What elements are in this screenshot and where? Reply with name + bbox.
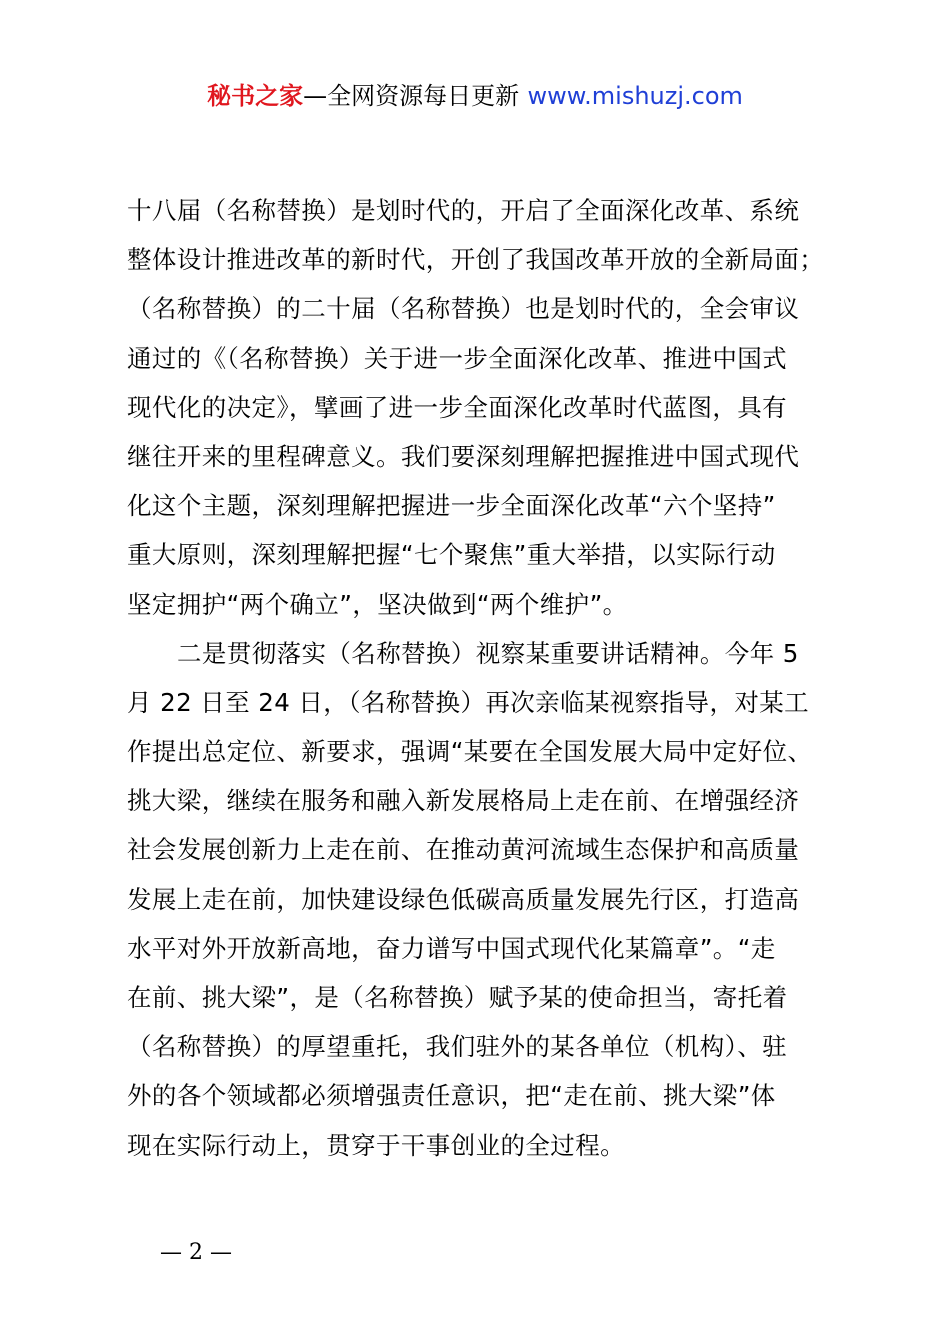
text-line: 十八届（名称替换）是划时代的，开启了全面深化改革、系统	[127, 196, 800, 225]
text-line: 挑大梁，继续在服务和融入新发展格局上走在前、在增强经济	[127, 786, 800, 816]
text-line: 通过的《（名称替换）关于进一步全面深化改革、推进中国式	[127, 343, 788, 373]
text-line: 二是贯彻落实（名称替换）视察某重要讲话精神。今年 5	[177, 638, 799, 668]
site-link[interactable]: www.mishuzj.com	[527, 82, 743, 110]
paragraph-2	[127, 629, 837, 1170]
brand-name: 秘书之家	[207, 82, 304, 110]
text-line: 水平对外开放新高地，奋力谱写中国式现代化某篇章”。“走	[127, 933, 776, 963]
document-body	[127, 186, 837, 1170]
text-line: 在前、挑大梁”，是（名称替换）赋予某的使命担当，寄托着	[127, 983, 788, 1012]
page-header	[0, 80, 950, 112]
text-line: 发展上走在前，加快建设绿色低碳高质量发展先行区，打造高	[127, 884, 800, 914]
text-line: 现代化的决定》，擘画了进一步全面深化改革时代蓝图，具有	[127, 392, 788, 422]
text-line: 现在实际行动上，贯穿于干事创业的全过程。	[127, 1130, 625, 1160]
page-number: — 2 —	[160, 1240, 232, 1265]
text-line: 外的各个领域都必须增强责任意识，把“走在前、挑大梁”体	[127, 1081, 776, 1111]
text-line: 整体设计推进改革的新时代，开创了我国改革开放的全新局面；	[127, 245, 825, 275]
header-tagline: —全网资源每日更新	[303, 82, 520, 110]
text-line: （名称替换）的厚望重托，我们驻外的某各单位（机构）、驻	[127, 1032, 788, 1062]
text-line: 重大原则，深刻理解把握“七个聚焦”重大举措，以实际行动	[127, 540, 776, 570]
text-line: 作提出总定位、新要求，强调“某要在全国发展大局中定好位、	[127, 737, 813, 767]
text-line: 化这个主题，深刻理解把握进一步全面深化改革“六个坚持”	[127, 491, 776, 521]
text-line: 坚定拥护“两个确立”，坚决做到“两个维护”。	[127, 589, 628, 619]
text-line: （名称替换）的二十届（名称替换）也是划时代的，全会审议	[127, 294, 800, 324]
text-line: 继往开来的里程碑意义。我们要深刻理解把握推进中国式现代	[127, 441, 800, 471]
text-line: 社会发展创新力上走在前、在推动黄河流域生态保护和高质量	[127, 835, 800, 865]
paragraph-1	[127, 186, 837, 629]
text-line: 月 22 日至 24 日，（名称替换）再次亲临某视察指导，对某工	[127, 687, 810, 717]
